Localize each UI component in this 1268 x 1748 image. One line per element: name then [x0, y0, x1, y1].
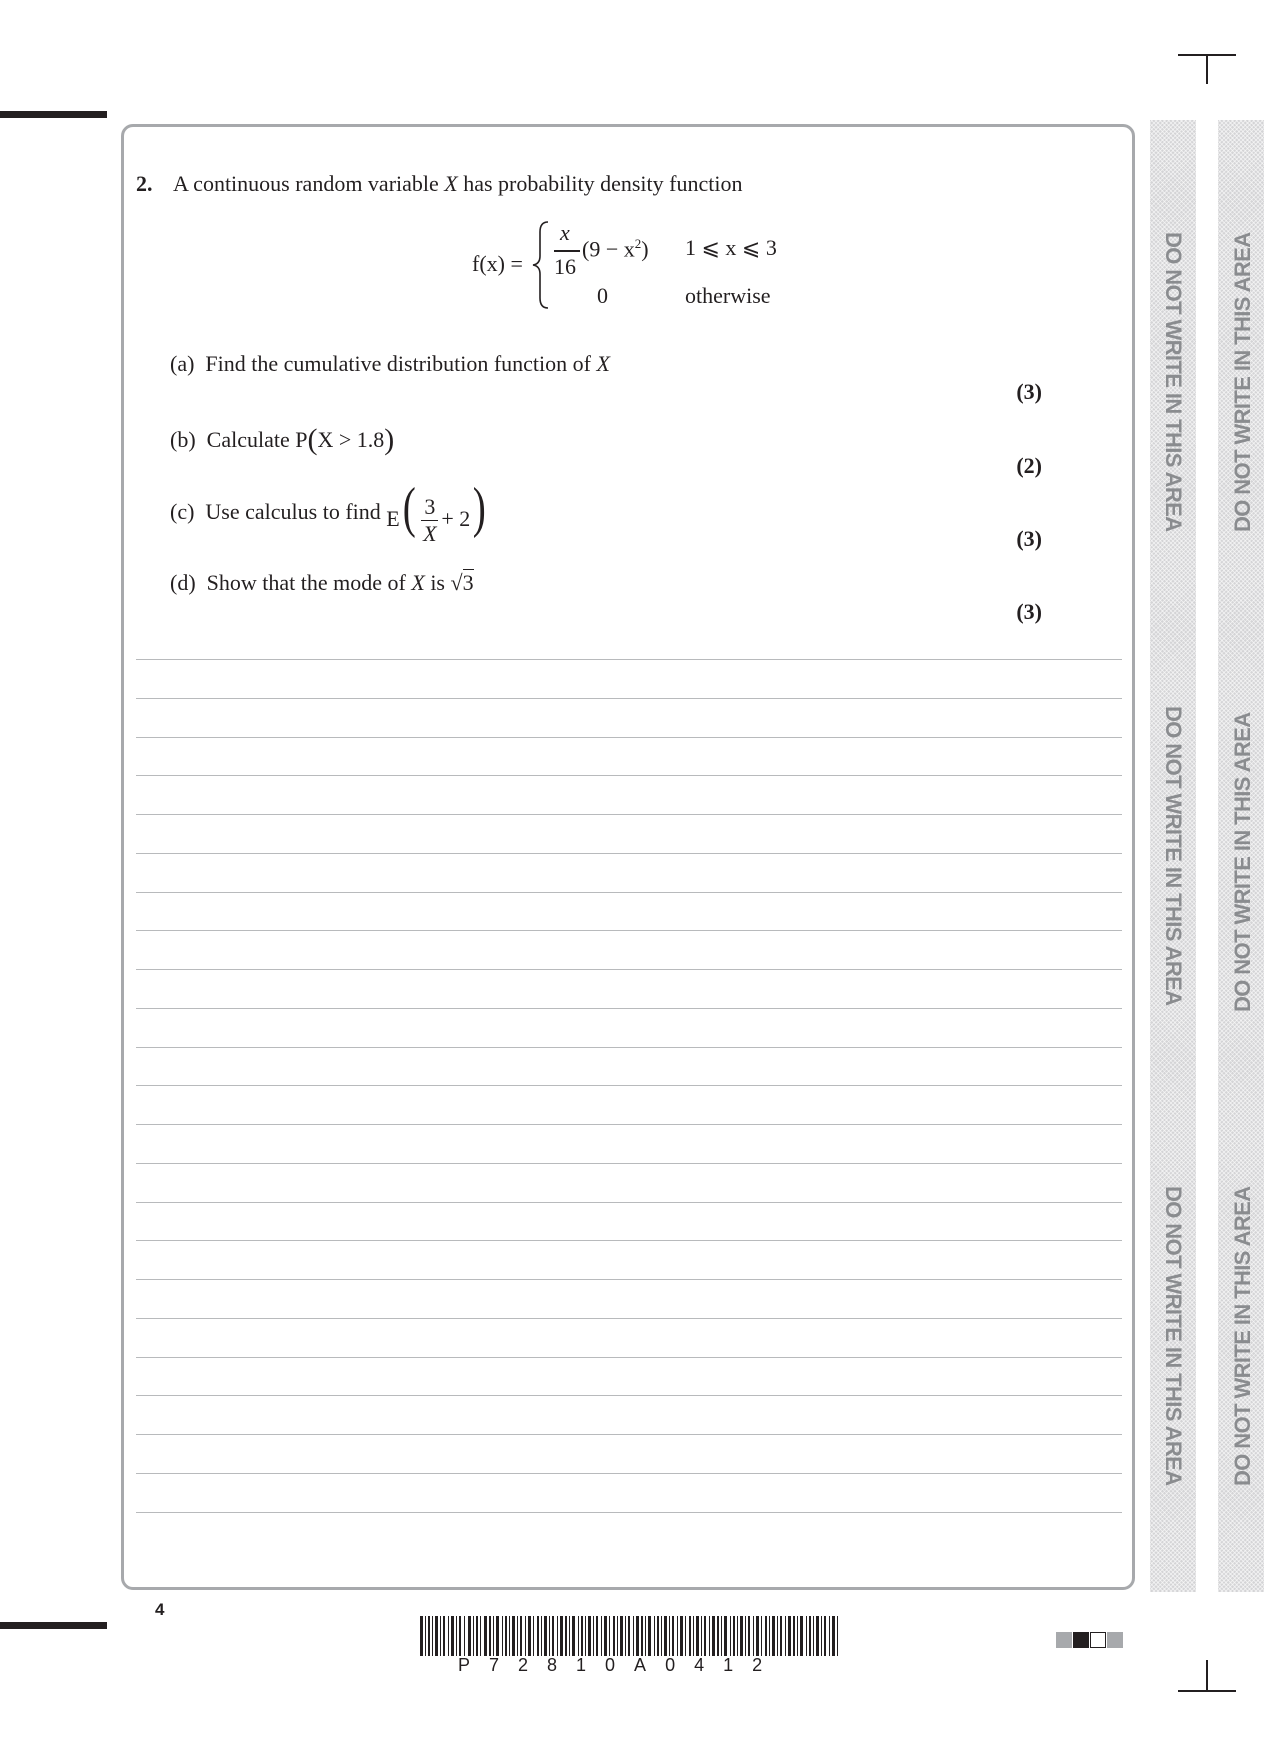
answer-line: [136, 1512, 1122, 1513]
answer-line: [136, 1473, 1122, 1474]
part-text: Show that the mode of: [206, 570, 412, 595]
margin-warning: DO NOT WRITE IN THIS AREA: [1161, 1186, 1186, 1486]
answer-line: [136, 698, 1122, 699]
margin-warning: DO NOT WRITE IN THIS AREA: [1230, 712, 1255, 1012]
sequence-square-filled: [1056, 1632, 1072, 1648]
answer-line: [136, 1240, 1122, 1241]
pdf-lhs: f(x) =: [472, 251, 523, 276]
page-number: 4: [155, 1600, 165, 1619]
square-root: √3: [450, 570, 474, 595]
part-text: Use calculus to find: [205, 498, 387, 524]
pdf-piece2-value: 0: [597, 283, 608, 308]
probability-expression: P(X > 1.8): [295, 423, 395, 456]
answer-lines[interactable]: [136, 659, 1122, 1559]
barcode: [420, 1616, 840, 1656]
question-number: 2.: [136, 171, 153, 196]
sequence-square-current: [1073, 1632, 1089, 1648]
part-b: [170, 421, 394, 455]
crop-mark-bottom-vertical: [1206, 1660, 1208, 1690]
answer-line: [136, 1318, 1122, 1319]
answer-line: [136, 659, 1122, 660]
answer-line: [136, 1047, 1122, 1048]
registration-bar-top: [0, 111, 107, 118]
answer-line: [136, 1202, 1122, 1203]
answer-line: [136, 1279, 1122, 1280]
pdf-definition: [470, 218, 800, 318]
marks-a: (3): [1016, 379, 1042, 404]
pdf-fraction-bar: [554, 250, 580, 252]
part-label: (a): [170, 351, 195, 376]
pdf-piece1-denominator: 16: [554, 254, 576, 279]
answer-line: [136, 853, 1122, 854]
question-stem: A continuous random variable X has probability density function: [173, 171, 743, 196]
barcode-text: P72810A0412: [458, 1655, 782, 1675]
answer-line: [136, 1357, 1122, 1358]
part-d: (d) Show that the mode of X is √3: [170, 570, 474, 595]
answer-line: [136, 737, 1122, 738]
margin-warning: DO NOT WRITE IN THIS AREA: [1161, 706, 1186, 1006]
marks-c: (3): [1016, 526, 1042, 551]
pdf-piece2-range: otherwise: [685, 283, 771, 308]
answer-line: [136, 1434, 1122, 1435]
sequence-square-empty: [1090, 1632, 1106, 1648]
registration-bar-bottom: [0, 1622, 107, 1629]
answer-line: [136, 775, 1122, 776]
marks-d: (3): [1016, 599, 1042, 624]
answer-line: [136, 1008, 1122, 1009]
answer-line: [136, 969, 1122, 970]
part-a: (a) Find the cumulative distribution function of X: [170, 351, 610, 376]
crop-mark-bottom: [1178, 1690, 1236, 1692]
part-label: (d): [170, 570, 196, 595]
answer-line: [136, 1124, 1122, 1125]
answer-line: [136, 1163, 1122, 1164]
pdf-piece1-numerator: x: [560, 220, 570, 245]
expectation-expression: E( $\frac{3}{X}$ + 2): [386, 477, 487, 547]
answer-line: [136, 1085, 1122, 1086]
sequence-square-filled: [1107, 1632, 1123, 1648]
answer-line: [136, 814, 1122, 815]
margin-warning: DO NOT WRITE IN THIS AREA: [1230, 232, 1255, 532]
part-label: (b): [170, 427, 196, 452]
answer-line: [136, 892, 1122, 893]
part-label: (c): [170, 498, 195, 524]
answer-line: [136, 930, 1122, 931]
pdf-piece1-range: 1 ⩽ x ⩽ 3: [685, 235, 777, 260]
crop-mark-top-vertical: [1206, 54, 1208, 84]
marks-b: (2): [1016, 453, 1042, 478]
part-text: Calculate: [206, 427, 296, 452]
margin-warning: DO NOT WRITE IN THIS AREA: [1230, 1186, 1255, 1486]
margin-warning: DO NOT WRITE IN THIS AREA: [1161, 232, 1186, 532]
pdf-piece1-expression: $(9 - x^2)$: [582, 236, 649, 262]
part-c: [170, 477, 489, 547]
answer-line: [136, 1395, 1122, 1396]
part-text: Find the cumulative distribution function of: [205, 351, 597, 376]
